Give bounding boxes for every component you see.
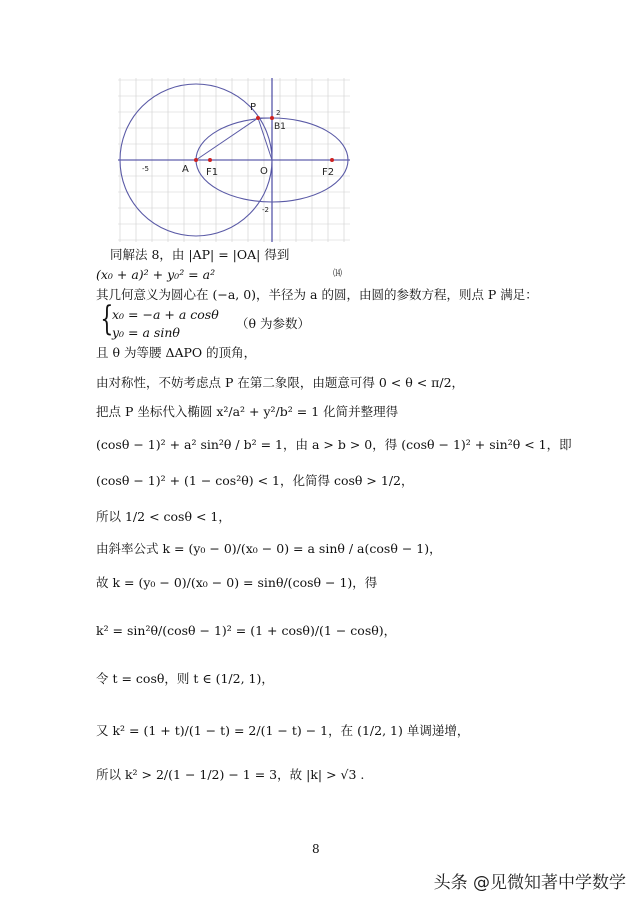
label-F1: F1 [206,167,219,178]
page-number: 8 [312,842,320,856]
text-line-13: 令 t = cosθ，则 t ∈ (1/2, 1)， [96,671,274,686]
text-line-6: 把点 P 坐标代入椭圆 x²/a² + y²/b² = 1 化简并整理得 [96,404,399,419]
param-eq-x: x₀ = −a + a cosθ [112,307,219,322]
param-note: （θ 为参数） [236,316,310,331]
watermark: 头条 @见微知著中学数学 [433,873,626,893]
text-line-7: (cosθ − 1)² + a² sin²θ / b² = 1，由 a > b > 0，得 (cosθ − 1)² + sin²θ < 1，即 [96,437,572,452]
brace-symbol: { [100,299,114,339]
text-line-10: 由斜率公式 k = (y₀ − 0)/(x₀ − 0) = a sinθ / a(cosθ − 1)， [96,541,442,556]
text-line-1: 同解法 8，由 |AP| = |OA| 得到 [110,247,290,262]
param-eq-y: y₀ = a sinθ [112,325,180,340]
text-line-12: k² = sin²θ/(cosθ − 1)² = (1 + cosθ)/(1 − cosθ)， [96,623,397,638]
tick-label-2: 2 [276,109,281,117]
text-line-14: 又 k² = (1 + t)/(1 − t) = 2/(1 − t) − 1，在 (1/2, 1) 单调递增， [96,723,470,738]
text-line-5: 由对称性，不妨考虑点 P 在第二象限，由题意可得 0 < θ < π/2， [96,375,465,390]
equation-number: ⒁ [333,269,343,279]
point-P [256,116,260,120]
label-F2: F2 [322,167,335,178]
text-line-15: 所以 k² > 2/(1 − 1/2) − 1 = 3，故 |k| > √3 . [96,767,365,782]
tick-label-neg5: -5 [142,165,149,173]
text-line-9: 所以 1/2 < cosθ < 1， [96,509,231,524]
point-F1 [208,158,212,162]
text-line-8: (cosθ − 1)² + (1 − cos²θ) < 1，化简得 cosθ > 1/2， [96,473,414,488]
label-B1: B1 [274,122,286,132]
point-A [194,158,198,162]
text-line-4: 且 θ 为等腰 ΔAPO 的顶角， [96,345,257,360]
tick-label-neg2: -2 [262,206,269,214]
label-O: O [260,166,268,177]
equation-14: (x₀ + a)² + y₀² = a² [96,267,216,282]
segment-PO [258,118,272,160]
label-P: P [250,102,257,113]
label-A: A [182,164,189,175]
text-line-3: 其几何意义为圆心在 (−a, 0)，半径为 a 的圆，由圆的参数方程，则点 P 满足： [96,287,538,302]
point-B1 [270,116,274,120]
point-F2 [330,158,334,162]
text-line-11: 故 k = (y₀ − 0)/(x₀ − 0) = sinθ/(cosθ − 1)，得 [96,575,378,590]
geometry-figure [116,76,352,244]
